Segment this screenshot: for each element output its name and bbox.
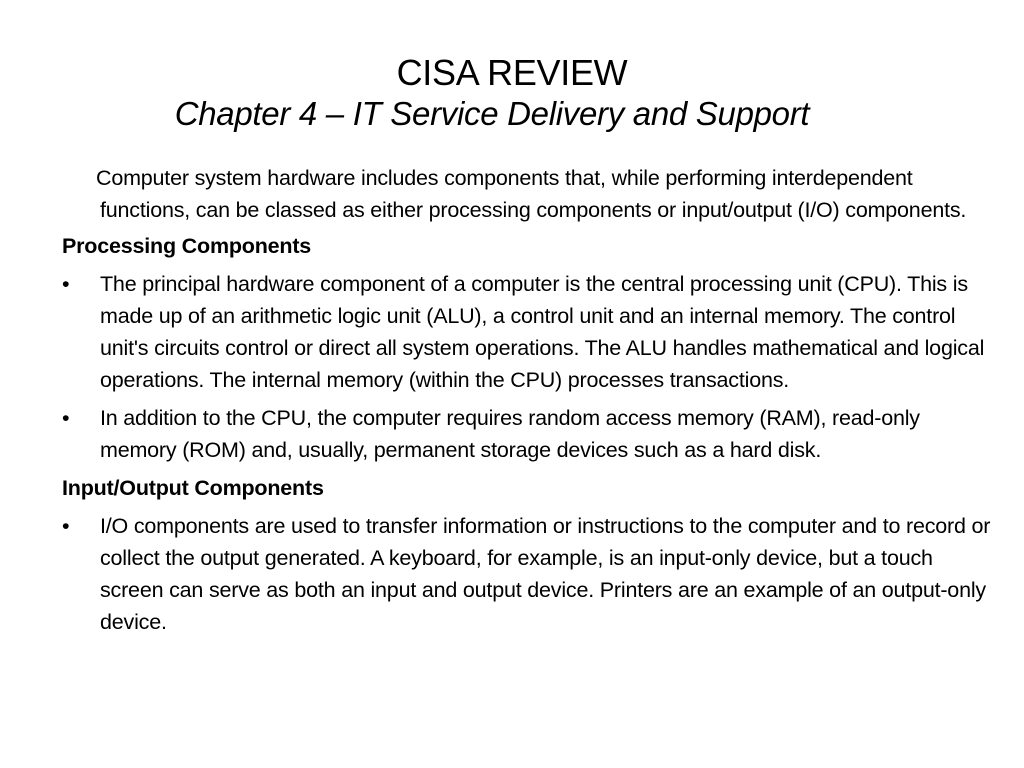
- section-heading-processing: Processing Components: [62, 234, 312, 258]
- bullet-text: I/O components are used to transfer information or instructions to the computer and to record or collect the output generated. A keyboard, for example, is an input-only device, but a touch screen can serve as both an input and output device. Printers are an example of an output-only device.: [100, 514, 991, 634]
- bullet-text: In addition to the CPU, the computer requires random access memory (RAM), read-only memory (ROM) and, usually, permanent storage devices such as a hard disk.: [100, 406, 920, 462]
- bullet-text: The principal hardware component of a computer is the central processing unit (CPU). This is made up of an arithmetic logic unit (ALU), a control unit and an internal memory. The control unit's circuits control or direct all system operations. The ALU handles mathematical and logical operations. The internal memory (within the CPU) processes transactions.: [100, 272, 985, 392]
- bullet-icon: •: [62, 514, 70, 538]
- bullet-item: [62, 402, 992, 466]
- section-heading-io: Input/Output Components: [62, 476, 324, 500]
- bullet-icon: •: [62, 406, 70, 430]
- bullet-icon: •: [62, 272, 70, 296]
- bullet-item: [62, 510, 992, 638]
- intro-paragraph: Computer system hardware includes components that, while performing interdependent functions, can be classed as either processing components or input/output (I/O) components.: [96, 166, 967, 222]
- title-block: [0, 52, 1024, 134]
- bullet-item: [62, 268, 992, 396]
- slide-title: CISA REVIEW: [396, 52, 628, 93]
- slide-body: [62, 162, 992, 644]
- slide-subtitle: Chapter 4 – IT Service Delivery and Support: [174, 95, 810, 132]
